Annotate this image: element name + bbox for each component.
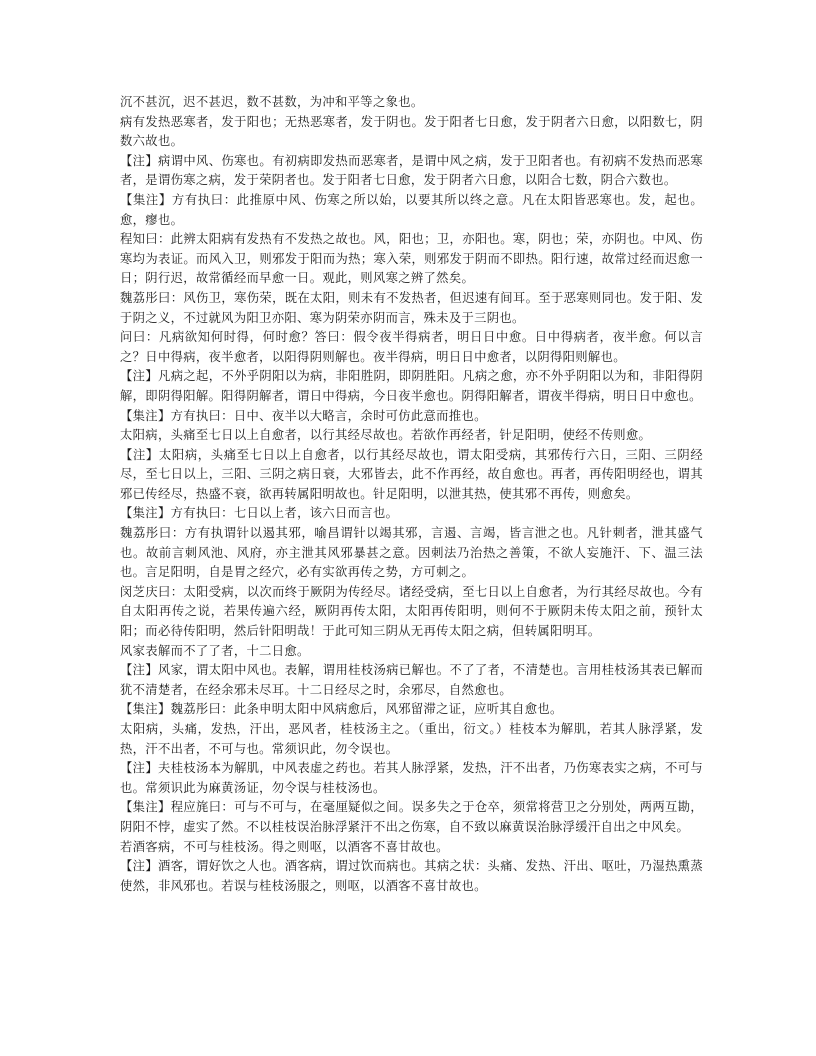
- paragraph-3: [120, 152, 703, 191]
- paragraph-text: 程应旄曰：可与不可与，在毫厘疑似之间。误多失之于仓卒，须常将营卫之分别处，两两互勘，阴阳不悖，虚实了然。不以桂枝误治脉浮紧汗不出之伤寒，自不致以麻黄误治脉浮缓汗自出之中风矣。: [120, 800, 703, 834]
- paragraph-11: [120, 446, 703, 505]
- paragraph-10: [120, 426, 703, 446]
- paragraph-1: [120, 93, 703, 113]
- annotation-tag: 【注】: [120, 369, 159, 384]
- document-page: [120, 93, 703, 896]
- annotation-tag: 【集注】: [120, 800, 171, 815]
- paragraph-text: 方有执曰：此推原中风、伤寒之所以始，以要其所以终之意。凡在太阳皆恶寒也。发，起也。愈，瘳也。: [120, 192, 703, 227]
- paragraph-text: 魏荔彤曰：方有执谓针以遏其邪，喻昌谓针以竭其邪，言遏、言竭，皆言泄之也。凡针刺者，泄其盛气也。故前言刺风池、风府，亦主泄其风邪暴甚之意。因刺法乃治热之善策，不欲人妄施汗、下、温三法也。言足阳明，自是胃之经穴，必有实欲再传之势，方可刺之。: [120, 526, 703, 580]
- paragraph-text: 风家，谓太阳中风也。表解，谓用桂枝汤病已解也。不了了者，不清楚也。言用桂枝汤其表已解而犹不清楚者，在经余邪未尽耳。十二日经尽之时，余邪尽，自然愈也。: [120, 663, 703, 697]
- paragraph-text: 病谓中风、伤寒也。有初病即发热而恶寒者，是谓中风之病，发于卫阳者也。有初病不发热而恶寒者，是谓伤寒之病，发于荣阴者也。发于阳者七日愈，发于阴者六日愈，以阳合七数，阴合六数也。: [120, 153, 703, 188]
- paragraph-18: [120, 720, 703, 759]
- paragraph-text: 闵芝庆曰：太阳受病，以次而终于厥阴为传经尽。诸经受病，至七日以上自愈者，为行其经尽故也。今有自太阳再传之说，若果传遍六经，厥阴再传太阳，太阳再传阳明，则何不于厥阴未传太阳之前，预针太阳；而必待传阳明，然后针阳明哉！于此可知三阴从无再传太阳之病，但转属阳明耳。: [120, 584, 703, 639]
- annotation-tag: 【集注】: [120, 408, 171, 423]
- annotation-tag: 【集注】: [120, 506, 171, 521]
- paragraph-text: 凡病之起，不外乎阴阳以为病，非阳胜阴，即阴胜阳。凡病之愈，亦不外乎阴阳以为和，非阳得阴解，即阴得阳解。阳得阴解者，谓日中得病，今日夜半愈也。阴得阳解者，谓夜半得病，明日日中愈也。: [120, 369, 703, 403]
- paragraph-9: [120, 407, 703, 427]
- annotation-tag: 【注】: [120, 859, 159, 874]
- paragraph-text: 若酒客病，不可与桂枝汤。得之则呕，以酒客不喜甘故也。: [120, 839, 449, 854]
- annotation-tag: 【注】: [120, 663, 159, 678]
- paragraph-2: [120, 113, 703, 152]
- paragraph-text: 程知曰：此辨太阳病有发热有不发热之故也。风，阳也；卫，亦阳也。寒，阴也；荣，亦阴也。中风、伤寒均为表证。而风入卫，则邪发于阳而为热；寒入荣，则邪发于阴而不即热。阳行速，故常过经而迟愈一日；阴行迟，故常循经而早愈一日。观此，则风寒之辨了然矣。: [120, 232, 703, 286]
- paragraph-text: 沉不甚沉，迟不甚迟，数不甚数，为冲和平等之象也。: [120, 95, 424, 109]
- paragraph-text: 风家表解而不了了者，十二日愈。: [120, 643, 310, 658]
- annotation-tag: 【注】: [120, 447, 159, 462]
- paragraph-text: 魏荔彤曰：风伤卫，寒伤荣，既在太阳，则未有不发热者，但迟速有间耳。至于恶寒则同也。发于阳、发于阴之义，不过就风为阳卫亦阳、寒为阴荣亦阴而言，殊未及于三阴也。: [120, 290, 703, 325]
- paragraph-5: [120, 230, 703, 289]
- annotation-tag: 【集注】: [120, 702, 171, 717]
- paragraph-14: [120, 583, 703, 642]
- annotation-tag: 【注】: [120, 153, 159, 168]
- paragraph-6: [120, 289, 703, 328]
- paragraph-text: 太阳病，头痛至七日以上自愈者，以行其经尽故也。若欲作再经者，针足阳明，使经不传则愈。: [120, 428, 652, 443]
- paragraph-13: [120, 524, 703, 583]
- paragraph-20: [120, 798, 703, 837]
- paragraph-text: 太阳病，头痛至七日以上自愈者，以行其经尽故也，谓太阳受病，其邪传行六日，三阳、三阴经尽，至七日以上，三阳、三阴之病日衰，大邪皆去，此不作再经，故自愈也。再者，再传阳明经也，谓其邪已传经尽，热盛不衰，欲再转属阳明故也。针足阳明，以泄其热，使其邪不再传，则愈矣。: [120, 447, 703, 501]
- paragraph-12: [120, 504, 703, 524]
- paragraph-text: 方有执曰：七日以上者，该六日而言也。: [170, 506, 399, 521]
- paragraph-21: [120, 838, 703, 858]
- paragraph-8: [120, 367, 703, 406]
- paragraph-text: 酒客，谓好饮之人也。酒客病，谓过饮而病也。其病之状：头痛、发热、汗出、呕吐，乃湿热熏蒸使然，非风邪也。若误与桂枝汤服之，则呕，以酒客不喜甘故也。: [120, 859, 703, 893]
- paragraph-19: [120, 759, 703, 798]
- paragraph-4: [120, 191, 703, 230]
- paragraph-17: [120, 700, 703, 720]
- paragraph-7: [120, 328, 703, 367]
- paragraph-text: 病有发热恶寒者，发于阳也；无热恶寒者，发于阴也。发于阳者七日愈，发于阴者六日愈，以阳数七，阴数六故也。: [120, 114, 703, 149]
- annotation-tag: 【集注】: [120, 192, 172, 207]
- paragraph-text: 太阳病，头痛，发热，汗出，恶风者，桂枝汤主之。（重出，衍文。）桂枝本为解肌，若其人脉浮紧，发热，汗不出者，不可与也。常须识此，勿令误也。: [120, 722, 703, 756]
- paragraph-16: [120, 661, 703, 700]
- paragraph-22: [120, 857, 703, 896]
- paragraph-text: 问曰：凡病欲知何时得，何时愈？答曰：假令夜半得病者，明日日中愈。日中得病者，夜半愈。何以言之？日中得病，夜半愈者，以阳得阴则解也。夜半得病，明日日中愈者，以阴得阳则解也。: [120, 330, 703, 364]
- annotation-tag: 【注】: [120, 761, 159, 776]
- paragraph-text: 夫桂枝汤本为解肌，中风表虚之药也。若其人脉浮紧，发热，汗不出者，乃伤寒表实之病，不可与也。常须识此为麻黄汤证，勿令误与桂枝汤也。: [120, 761, 703, 795]
- paragraph-text: 魏荔彤曰：此条申明太阳中风病愈后，风邪留滞之证，应听其自愈也。: [170, 702, 563, 717]
- paragraph-15: [120, 642, 703, 662]
- paragraph-text: 方有执曰：日中、夜半以大略言，余时可仿此意而推也。: [170, 408, 487, 423]
